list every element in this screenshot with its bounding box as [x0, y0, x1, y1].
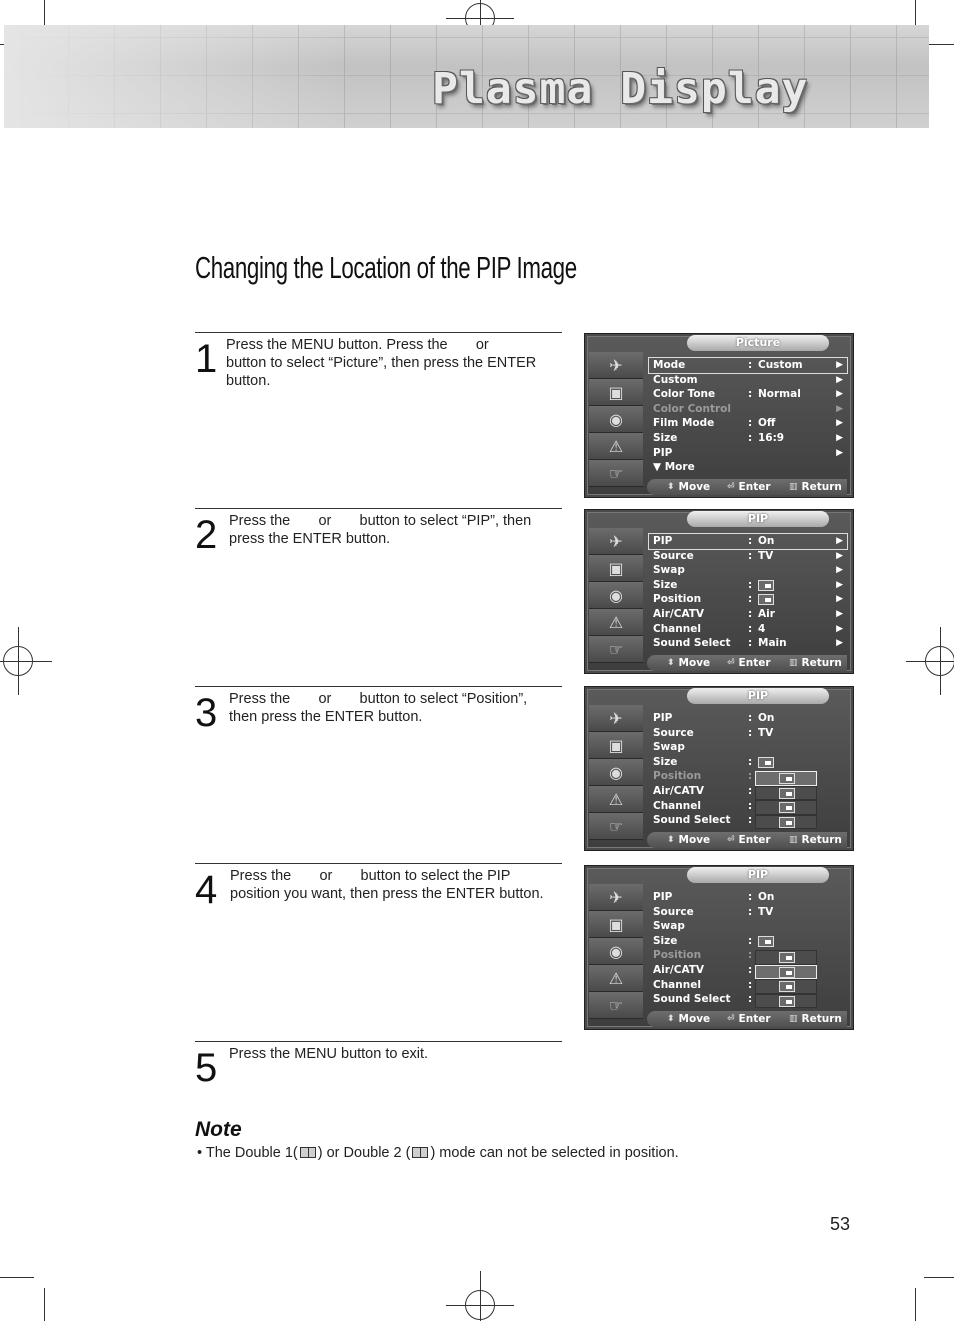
menu-item-value: Custom: [758, 359, 803, 371]
menu-item-channel[interactable]: [649, 622, 847, 637]
enter-icon: ⏎: [727, 1014, 735, 1024]
menu-item-label: Position: [653, 949, 702, 962]
menu-item-value: On: [758, 535, 775, 547]
footer-return-label: Return: [801, 481, 842, 493]
menu-item-value: On: [758, 712, 775, 724]
osd-footer: [647, 1011, 847, 1027]
registration-mark: [925, 646, 954, 676]
menu-item-value: TV: [758, 905, 774, 918]
menu-item-position[interactable]: [649, 948, 847, 963]
setup-icon: ⚠: [589, 786, 643, 813]
step-number: 4: [195, 868, 218, 912]
position-option-top-left[interactable]: [755, 979, 817, 994]
footer-move: [667, 832, 710, 848]
footer-return: [789, 655, 842, 671]
menu-item-colon: :: [748, 535, 753, 547]
osd-menu-list: [649, 890, 847, 1007]
menu-item-value: [758, 578, 774, 594]
menu-item-air-catv[interactable]: [649, 784, 847, 799]
osd-menu-list: [649, 358, 847, 475]
arrow-right-icon: ▶: [836, 447, 843, 458]
menu-item-colon: :: [748, 814, 753, 827]
note-text-part-3: ) mode can not be selected in position.: [430, 1145, 679, 1161]
page-number: 53: [830, 1214, 851, 1234]
menu-item-colon: :: [748, 359, 753, 371]
footer-move: [667, 1011, 710, 1027]
menu-item-air-catv[interactable]: [649, 607, 847, 622]
menu-item-value: [758, 934, 774, 950]
step-4: [195, 863, 562, 1041]
footer-enter-label: Enter: [738, 1013, 771, 1025]
picture-icon: ▣: [589, 555, 643, 582]
menu-item-air-catv[interactable]: [649, 963, 847, 978]
position-option-bottom-right[interactable]: [755, 965, 817, 980]
menu-item-label: Size: [653, 934, 678, 947]
picture-icon: ▣: [589, 379, 643, 406]
menu-item-mode[interactable]: [649, 358, 847, 373]
menu-item-colon: :: [748, 726, 753, 739]
input-icon: ☞: [589, 460, 643, 487]
arrow-right-icon: ▶: [836, 579, 843, 590]
menu-item-label: Source: [653, 726, 694, 739]
menu-item-channel[interactable]: [649, 799, 847, 814]
menu-item-label: Swap: [653, 741, 685, 754]
pip-size-icon: [758, 757, 774, 768]
picture-icon: ▣: [589, 732, 643, 759]
position-dropdown[interactable]: [755, 771, 817, 829]
menu-item-colon: :: [748, 891, 753, 903]
menu-item-colon: :: [748, 712, 753, 724]
pip-size-icon: [758, 936, 774, 947]
footer-move-label: Move: [678, 834, 711, 846]
menu-item-swap[interactable]: [649, 919, 847, 934]
osd-sidebar: [589, 528, 643, 664]
menu-item-value: 16:9: [758, 431, 785, 444]
registration-mark: [3, 646, 33, 676]
menu-item-color-control: [649, 402, 847, 417]
menu-item-value: TV: [758, 549, 774, 562]
footer-return: [789, 832, 842, 848]
menu-item-label: Position: [653, 593, 702, 606]
footer-enter: [727, 655, 771, 671]
move-arrows-icon: ⬍: [667, 658, 675, 668]
pip-position-icon: [779, 802, 795, 813]
osd-title: Picture: [687, 335, 829, 351]
menu-item-sound-select[interactable]: [649, 636, 847, 651]
menu-item-label: Channel: [653, 978, 701, 991]
menu-item-label: PIP: [653, 712, 673, 724]
arrow-right-icon: ▶: [836, 565, 843, 576]
menu-item-size[interactable]: [649, 755, 847, 770]
note-text: [197, 1145, 679, 1161]
menu-item-label: Color Control: [653, 402, 731, 415]
osd-title: PIP: [687, 688, 829, 704]
step-number: 1: [195, 337, 218, 381]
arrow-right-icon: ▶: [836, 403, 843, 414]
input-icon: ☞: [589, 813, 643, 840]
menu-item-label: Sound Select: [653, 637, 731, 650]
footer-enter: [727, 832, 771, 848]
setup-icon: ⚠: [589, 965, 643, 992]
footer-return: [789, 1011, 842, 1027]
footer-move-label: Move: [678, 481, 711, 493]
menu-item-colon: :: [748, 637, 753, 650]
osd-menu-list: [649, 711, 847, 828]
pip-position-icon: [779, 996, 795, 1007]
arrow-right-icon: ▶: [836, 374, 843, 385]
menu-item-value: [758, 592, 774, 608]
osd-sidebar: [589, 884, 643, 1020]
step-number: 3: [195, 691, 218, 735]
menu-item-colon: :: [748, 963, 753, 976]
arrow-right-icon: ▶: [836, 594, 843, 605]
osd-title: PIP: [687, 867, 829, 883]
arrow-right-icon: ▶: [836, 389, 843, 400]
enter-icon: ⏎: [727, 482, 735, 492]
menu-item-sound-select[interactable]: [649, 992, 847, 1007]
menu-item-size[interactable]: [649, 578, 847, 593]
menu-item-source[interactable]: [649, 726, 847, 741]
step-text: Press the MENU button. Press the or button to select “Picture”, then press the ENTER button.: [226, 337, 537, 389]
menu-item-label: Position: [653, 770, 702, 783]
menu-item-label: Air/CATV: [653, 963, 705, 976]
step-text: Press the or button to select “PIP”, then press the ENTER button.: [229, 513, 532, 547]
menu-item-colon: :: [748, 755, 753, 768]
input-icon: ☞: [589, 992, 643, 1019]
step-text: Press the MENU button to exit.: [229, 1046, 429, 1062]
menu-item-value: Main: [758, 637, 787, 650]
menu-item-colon: :: [748, 593, 753, 606]
menu-item-value: Normal: [758, 388, 801, 401]
banner-fade: [4, 25, 344, 128]
page-title: Changing the Location of the PIP Image: [195, 250, 577, 285]
menu-item-pip[interactable]: [649, 711, 847, 726]
menu-icon: ▥: [789, 658, 798, 668]
osd-footer: [647, 655, 847, 671]
menu-item-label: Custom: [653, 373, 698, 386]
step-text: Press the or button to select “Position”, then press the ENTER button.: [229, 691, 528, 725]
step-1: [195, 332, 562, 508]
osd-footer: [647, 479, 847, 495]
osd-sidebar: [589, 705, 643, 841]
menu-item-pip[interactable]: [649, 890, 847, 905]
position-option-top-right[interactable]: [755, 771, 817, 786]
menu-item-label: Channel: [653, 622, 701, 635]
double-2-icon: [412, 1147, 428, 1158]
menu-item-label: Air/CATV: [653, 784, 705, 797]
position-option-bottom-right[interactable]: [755, 786, 817, 801]
arrow-right-icon: ▶: [836, 623, 843, 634]
crop-mark: [915, 1288, 916, 1321]
registration-mark: [465, 1290, 495, 1320]
menu-icon: ▥: [789, 835, 798, 845]
menu-item-color-tone[interactable]: [649, 387, 847, 402]
menu-item-colon: :: [748, 388, 753, 401]
enter-icon: ⏎: [727, 658, 735, 668]
pip-position-icon: [779, 981, 795, 992]
arrow-right-icon: ▶: [836, 432, 843, 443]
step-2: [195, 508, 562, 686]
arrow-right-icon: ▶: [836, 360, 843, 370]
menu-item-position[interactable]: [649, 769, 847, 784]
note-bullet: •: [197, 1145, 203, 1161]
pip-position-icon: [758, 594, 774, 605]
menu-item-label: PIP: [653, 446, 673, 459]
pip-position-icon: [779, 788, 795, 799]
menu-item-value: Air: [758, 607, 775, 620]
step-text: Press the or button to select the PIP position you want, then press the ENTER button.: [230, 868, 544, 902]
menu-item-colon: :: [748, 549, 753, 562]
footer-move-label: Move: [678, 1013, 711, 1025]
menu-item-value: 4: [758, 622, 766, 635]
osd-pip-menu: [584, 509, 854, 674]
input-icon: ☞: [589, 636, 643, 663]
menu-item-colon: :: [748, 993, 753, 1006]
osd-pip-position-select-menu: [584, 865, 854, 1030]
footer-move-label: Move: [678, 657, 711, 669]
position-option-bottom-left[interactable]: [755, 815, 817, 830]
footer-return-label: Return: [801, 1013, 842, 1025]
speaker-icon: ◉: [589, 582, 643, 609]
move-arrows-icon: ⬍: [667, 835, 675, 845]
antenna-icon: ✈: [589, 528, 643, 555]
position-option-top-right[interactable]: [755, 950, 817, 965]
arrow-right-icon: ▶: [836, 550, 843, 561]
speaker-icon: ◉: [589, 406, 643, 433]
menu-item-label: Film Mode: [653, 417, 715, 430]
menu-item-label: PIP: [653, 535, 673, 547]
menu-item-pip[interactable]: [649, 534, 847, 549]
crop-mark: [0, 1277, 34, 1278]
arrow-right-icon: ▶: [836, 536, 843, 546]
note-text-part-1: The Double 1(: [205, 1145, 298, 1161]
menu-item-film-mode[interactable]: [649, 416, 847, 431]
crop-mark: [924, 1277, 954, 1278]
menu-icon: ▥: [789, 482, 798, 492]
menu-item-swap[interactable]: [649, 740, 847, 755]
crop-mark: [44, 1288, 45, 1321]
menu-item-colon: :: [748, 978, 753, 991]
arrow-right-icon: ▶: [836, 608, 843, 619]
osd-menu-list: [649, 534, 847, 651]
picture-icon: ▣: [589, 911, 643, 938]
menu-item-sound-select[interactable]: [649, 813, 847, 828]
menu-item-colon: :: [748, 578, 753, 591]
position-option-bottom-left[interactable]: [755, 994, 817, 1009]
menu-item-label: Air/CATV: [653, 607, 705, 620]
footer-enter-label: Enter: [738, 657, 771, 669]
pip-position-icon: [779, 952, 795, 963]
osd-pip-position-menu: [584, 686, 854, 851]
menu-item-swap[interactable]: [649, 563, 847, 578]
menu-item-label: Swap: [653, 564, 685, 577]
menu-item-colon: :: [748, 905, 753, 918]
menu-item-colon: :: [748, 607, 753, 620]
footer-return-label: Return: [801, 834, 842, 846]
menu-item-label: Swap: [653, 920, 685, 933]
menu-item-label: ▼ More: [653, 461, 695, 474]
move-arrows-icon: ⬍: [667, 1014, 675, 1024]
osd-picture-menu: [584, 333, 854, 498]
menu-item-label: Source: [653, 905, 694, 918]
header-title: Plasma Display: [432, 64, 809, 114]
footer-enter-label: Enter: [738, 481, 771, 493]
speaker-icon: ◉: [589, 759, 643, 786]
menu-icon: ▥: [789, 1014, 798, 1024]
step-number: 2: [195, 513, 218, 557]
menu-item-more[interactable]: [649, 460, 847, 475]
osd-sidebar: [589, 352, 643, 488]
menu-item-value: [758, 755, 774, 771]
position-option-top-left[interactable]: [755, 800, 817, 815]
menu-item-value: TV: [758, 726, 774, 739]
footer-enter: [727, 1011, 771, 1027]
menu-item-colon: :: [748, 799, 753, 812]
step-5: [195, 1041, 562, 1101]
menu-item-label: Sound Select: [653, 814, 731, 827]
menu-item-colon: :: [748, 770, 753, 783]
note-title: Note: [195, 1118, 242, 1141]
note-text-part-2: ) or Double 2 (: [317, 1145, 411, 1161]
footer-return: [789, 479, 842, 495]
menu-item-source[interactable]: [649, 905, 847, 920]
menu-item-value: Off: [758, 417, 776, 430]
menu-item-colon: :: [748, 949, 753, 962]
menu-item-channel[interactable]: [649, 978, 847, 993]
footer-return-label: Return: [801, 657, 842, 669]
setup-icon: ⚠: [589, 609, 643, 636]
menu-item-label: Source: [653, 549, 694, 562]
menu-item-colon: :: [748, 622, 753, 635]
antenna-icon: ✈: [589, 705, 643, 732]
footer-move: [667, 479, 710, 495]
menu-item-size[interactable]: [649, 934, 847, 949]
speaker-icon: ◉: [589, 938, 643, 965]
setup-icon: ⚠: [589, 433, 643, 460]
menu-item-position[interactable]: [649, 592, 847, 607]
pip-position-icon: [779, 817, 795, 828]
position-dropdown[interactable]: [755, 950, 817, 1008]
antenna-icon: ✈: [589, 352, 643, 379]
menu-item-colon: :: [748, 784, 753, 797]
enter-icon: ⏎: [727, 835, 735, 845]
menu-item-colon: :: [748, 431, 753, 444]
menu-item-label: Mode: [653, 359, 686, 371]
footer-move: [667, 655, 710, 671]
double-1-icon: [300, 1147, 316, 1158]
menu-item-label: PIP: [653, 891, 673, 903]
menu-item-label: Channel: [653, 799, 701, 812]
menu-item-colon: :: [748, 934, 753, 947]
step-number: 5: [195, 1046, 218, 1090]
menu-item-label: Color Tone: [653, 388, 716, 401]
osd-footer: [647, 832, 847, 848]
menu-item-label: Size: [653, 431, 678, 444]
pip-position-icon: [779, 773, 795, 784]
arrow-right-icon: ▶: [836, 418, 843, 429]
antenna-icon: ✈: [589, 884, 643, 911]
osd-title: PIP: [687, 511, 829, 527]
menu-item-colon: :: [748, 417, 753, 430]
move-arrows-icon: ⬍: [667, 482, 675, 492]
menu-item-source[interactable]: [649, 549, 847, 564]
footer-enter-label: Enter: [738, 834, 771, 846]
menu-item-custom[interactable]: [649, 373, 847, 388]
footer-enter: [727, 479, 771, 495]
step-3: [195, 686, 562, 864]
menu-item-label: Size: [653, 578, 678, 591]
pip-position-icon: [779, 967, 795, 978]
menu-item-value: On: [758, 891, 775, 903]
menu-item-size[interactable]: [649, 431, 847, 446]
arrow-right-icon: ▶: [836, 638, 843, 649]
menu-item-pip[interactable]: [649, 446, 847, 461]
menu-item-label: Sound Select: [653, 993, 731, 1006]
menu-item-label: Size: [653, 755, 678, 768]
pip-size-icon: [758, 580, 774, 591]
